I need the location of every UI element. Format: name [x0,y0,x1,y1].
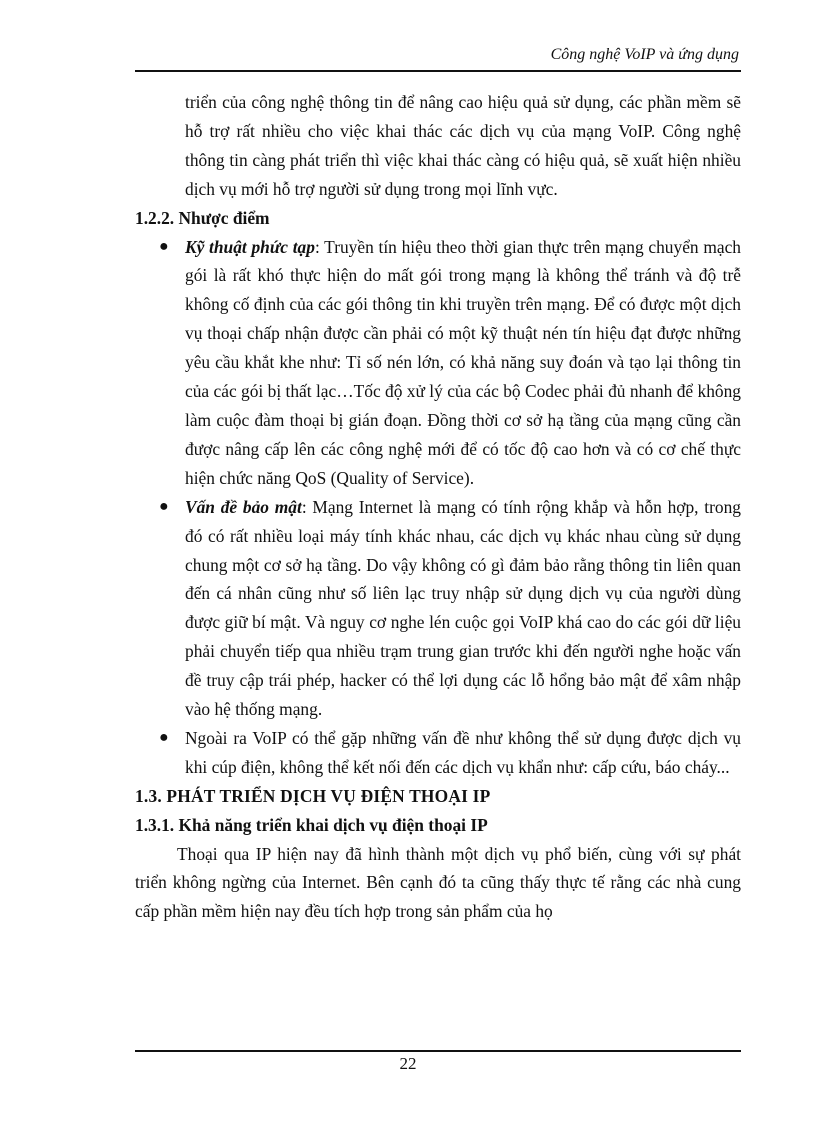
footer-rule [135,1050,741,1052]
list-item-body: : Mạng Internet là mạng có tính rộng khắp và hỗn hợp, trong đó có rất nhiều loại máy tính khác nhau, các dịch vụ khác nhau cùng sử dụng chung một cơ sở hạ tầng. Do vậy không có gì đảm bảo rằng thông tin liên quan đến cá nhân cũng như số liên lạc truy nhập sử dụng dịch vụ của người dùng được giữ bí mật. Và nguy cơ nghe lén cuộc gọi VoIP khá cao do các gói dữ liệu phải chuyển tiếp qua nhiều trạm trung gian trước khi đến người nghe hoặc vấn đề truy cập trái phép, hacker có thể lợi dụng các lỗ hổng bảo mật để xâm nhập vào hệ thống mạng. [185,496,741,720]
header-rule [135,70,741,72]
list-item-text [185,724,741,782]
section-heading-1-3-1: 1.3.1. Khả năng triển khai dịch vụ điện thoại IP [135,814,488,835]
page-body [135,88,741,926]
list-item-text [185,233,741,493]
section-1-3-1-paragraph: Thoại qua IP hiện nay đã hình thành một dịch vụ phổ biến, cùng với sự phát triển không ngừng của Internet. Bên cạnh đó ta cũng thấy thực tế rằng các nhà cung cấp phần mềm hiện nay đều tích hợp trong sản phẩm của họ [135,843,741,922]
bullet-icon: ● [159,237,169,255]
section-heading-1-3: 1.3. PHÁT TRIỂN DỊCH VỤ ĐIỆN THOẠI IP [135,785,491,806]
list-item [135,493,741,724]
bullet-icon: ● [159,728,169,746]
list-item-term: Kỹ thuật phức tạp [185,236,315,257]
section-heading-1-2-2: 1.2.2. Nhược điểm [135,207,270,228]
list-item [135,724,741,782]
list-item-body: Ngoài ra VoIP có thể gặp những vấn đề như không thể sử dụng được dịch vụ khi cúp điện, không thể kết nối đến các dịch vụ khẩn như: cấp cứu, báo cháy... [185,727,741,777]
continuation-paragraph: triển của công nghệ thông tin để nâng cao hiệu quả sử dụng, các phần mềm sẽ hỗ trợ rất nhiều cho việc khai thác các dịch vụ của mạng VoIP. Công nghệ thông tin càng phát triển thì việc khai thác càng có hiệu quả, sẽ xuất hiện nhiều dịch vụ mới hỗ trợ người sử dụng trong mọi lĩnh vực. [185,92,741,199]
page-number: 22 [399,1054,417,1073]
list-item [135,233,741,493]
bullet-icon: ● [159,497,169,515]
list-item-term: Vấn đề bảo mật [185,496,302,517]
list-item-text [185,493,741,724]
list-item-body: : Truyền tín hiệu theo thời gian thực trên mạng chuyển mạch gói là rất khó thực hiện do mất gói trong mạng là không thể tránh và độ trễ không cố định của các gói thông tin khi truyền trên mạng. Để có được một dịch vụ thoại chấp nhận được cần phải có một kỹ thuật nén tín hiệu đạt được những yêu cầu khắt khe như: Tỉ số nén lớn, có khả năng suy đoán và tạo lại thông tin của các gói bị thất lạc…Tốc độ xử lý của các bộ Codec phải đủ nhanh để không làm cuộc đàm thoại bị gián đoạn. Đồng thời cơ sở hạ tầng của mạng cũng cần được nâng cấp lên các công nghệ mới để có tốc độ cao hơn và có cơ chế thực hiện chức năng QoS (Quality of Service). [185,236,741,488]
running-header: Công nghệ VoIP và ứng dụng [550,46,739,63]
